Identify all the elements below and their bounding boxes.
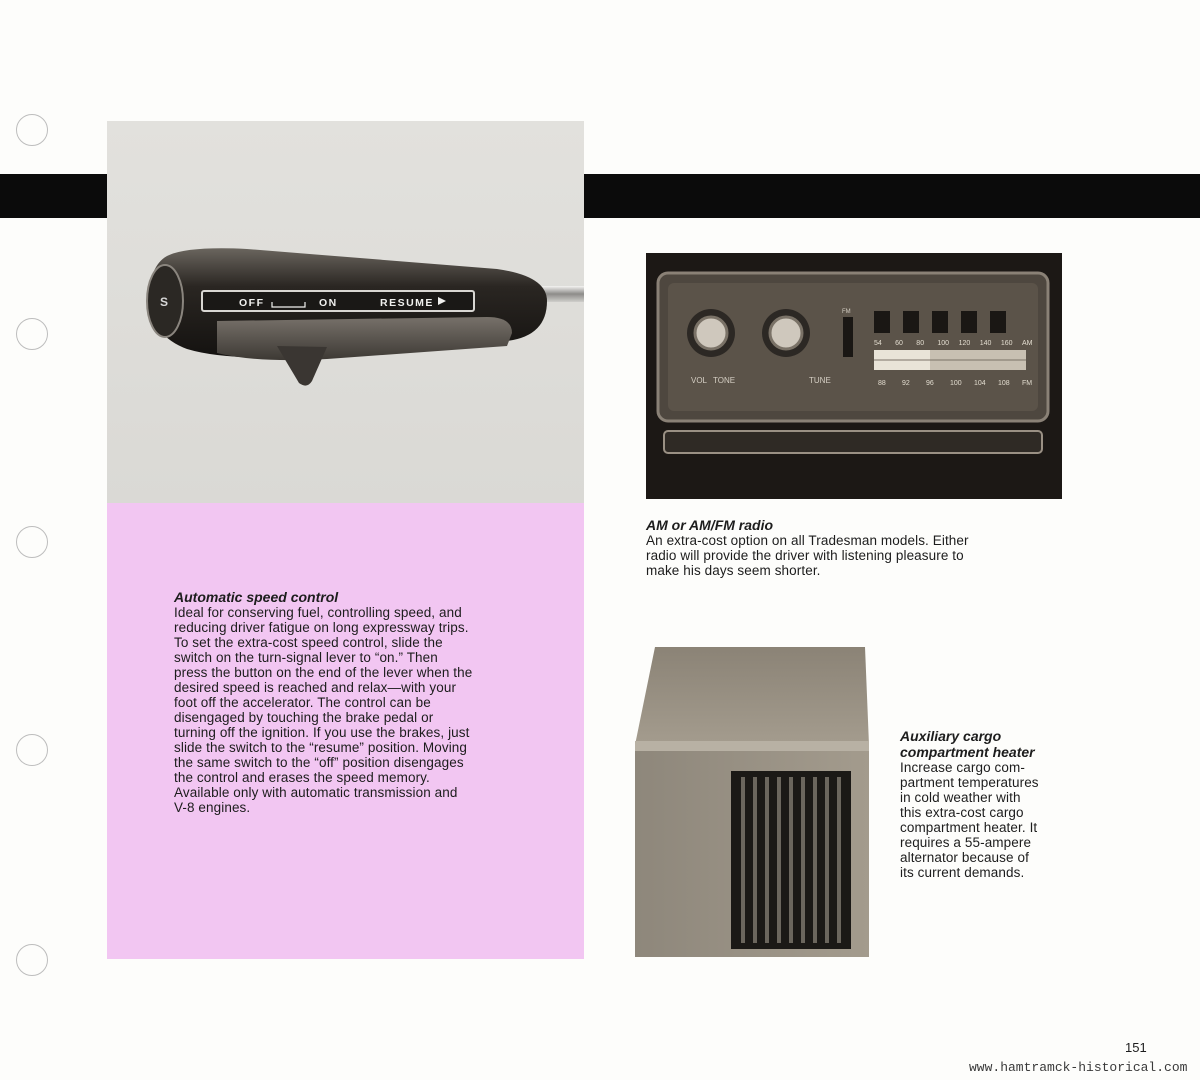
heater-grille-slats xyxy=(741,777,841,943)
binder-hole xyxy=(16,734,48,766)
speed-control-heading: Automatic speed control xyxy=(174,589,339,605)
heater-heading-line: Auxiliary cargo xyxy=(900,728,1002,744)
heater-illustration xyxy=(633,645,875,960)
tune-knob xyxy=(770,317,802,349)
text-line: foot off the accelerator. The control can be xyxy=(174,695,431,710)
text-line: requires a 55-ampere xyxy=(900,835,1032,850)
heater-lip xyxy=(635,741,869,751)
lever-label-off: OFF xyxy=(239,297,265,309)
heater-body xyxy=(900,760,1100,880)
text-line: disengaged by touching the brake pedal or xyxy=(174,710,434,725)
binder-hole xyxy=(16,114,48,146)
lever-trigger xyxy=(277,346,327,386)
am-scale-mark: 120 xyxy=(958,340,971,347)
fm-scale-mark: 88 xyxy=(878,380,886,387)
radio-text xyxy=(646,517,1066,578)
am-scale-mark: 80 xyxy=(916,340,925,347)
page-number: 151 xyxy=(1125,1040,1147,1055)
text-line: alternator because of xyxy=(900,850,1029,865)
am-fm-switch xyxy=(843,317,853,357)
radio-trim-slot xyxy=(664,431,1042,453)
radio-illustration xyxy=(646,253,1062,499)
speed-control-text xyxy=(174,589,574,815)
preset-button xyxy=(903,311,919,333)
heater-heading-line: compartment heater xyxy=(900,744,1035,760)
text-line: An extra-cost option on all Tradesman models. Either xyxy=(646,533,969,548)
preset-button xyxy=(874,311,890,333)
preset-button xyxy=(990,311,1006,333)
fm-switch-label: FM xyxy=(842,309,851,315)
text-line: compartment heater. It xyxy=(900,820,1038,835)
heater-top xyxy=(635,647,869,745)
am-scale-mark: 140 xyxy=(979,340,992,347)
am-scale-mark: 100 xyxy=(937,340,950,347)
lever-label-resume: RESUME xyxy=(380,297,434,309)
text-line: switch on the turn-signal lever to “on.” Then xyxy=(174,650,438,665)
text-line: Ideal for conserving fuel, controlling speed, and xyxy=(174,605,462,620)
binder-hole xyxy=(16,318,48,350)
radio-body xyxy=(646,533,1066,578)
am-scale-mark: 54 xyxy=(874,340,882,347)
text-line: To set the extra-cost speed control, slide the xyxy=(174,635,443,650)
lever-grip xyxy=(217,317,512,360)
fm-scale-mark: FM xyxy=(1022,380,1033,387)
stripe-right xyxy=(584,174,1200,218)
text-line: press the button on the end of the lever when the xyxy=(174,665,473,680)
text-line: turning off the ignition. If you use the brakes, just xyxy=(174,725,470,740)
text-line: reducing driver fatigue on long expressway trips. xyxy=(174,620,469,635)
heater-text xyxy=(900,728,1100,880)
text-line: radio will provide the driver with listening pleasure to xyxy=(646,548,964,563)
am-scale-mark: 60 xyxy=(895,340,903,347)
am-scale-mark: 160 xyxy=(1000,340,1013,347)
vol-label: VOL xyxy=(691,376,708,385)
fm-scale-mark: 96 xyxy=(926,380,934,387)
text-line: the control and erases the speed memory. xyxy=(174,770,430,785)
speed-control-body xyxy=(174,605,574,815)
text-line: slide the switch to the “resume” position. Moving xyxy=(174,740,468,755)
preset-button xyxy=(961,311,977,333)
preset-button xyxy=(932,311,948,333)
lever-label-on: ON xyxy=(319,297,338,309)
binder-hole xyxy=(16,944,48,976)
radio-photo xyxy=(646,253,1062,499)
text-line: make his days seem shorter. xyxy=(646,563,821,578)
fm-scale xyxy=(878,380,1032,387)
speed-control-photo xyxy=(107,121,584,503)
text-line: its current demands. xyxy=(900,865,1025,880)
volume-knob xyxy=(695,317,727,349)
fm-scale-mark: 100 xyxy=(950,380,962,387)
radio-heading: AM or AM/FM radio xyxy=(646,517,774,533)
text-line: desired speed is reached and relax—with your xyxy=(174,680,457,695)
watermark: www.hamtramck-historical.com xyxy=(969,1060,1188,1075)
text-line: this extra-cost cargo xyxy=(900,805,1024,820)
heater-photo xyxy=(633,645,875,960)
stripe-left xyxy=(0,174,107,218)
text-line: V-8 engines. xyxy=(174,800,251,815)
fm-scale-mark: 104 xyxy=(974,380,986,387)
text-line: Increase cargo com- xyxy=(900,760,1025,775)
tone-label: TONE xyxy=(713,376,736,385)
turn-signal-lever-illustration xyxy=(107,121,584,503)
text-line: the same switch to the “off” position disengages xyxy=(174,755,464,770)
text-line: in cold weather with xyxy=(900,790,1021,805)
text-line: partment temperatures xyxy=(900,775,1039,790)
fm-scale-mark: 92 xyxy=(902,380,910,387)
am-scale-mark: AM xyxy=(1022,340,1033,347)
fm-scale-mark: 108 xyxy=(998,380,1010,387)
tune-label: TUNE xyxy=(809,376,831,385)
text-line: Available only with automatic transmission and xyxy=(174,785,458,800)
lever-button-mark: S xyxy=(160,295,169,309)
binder-hole xyxy=(16,526,48,558)
